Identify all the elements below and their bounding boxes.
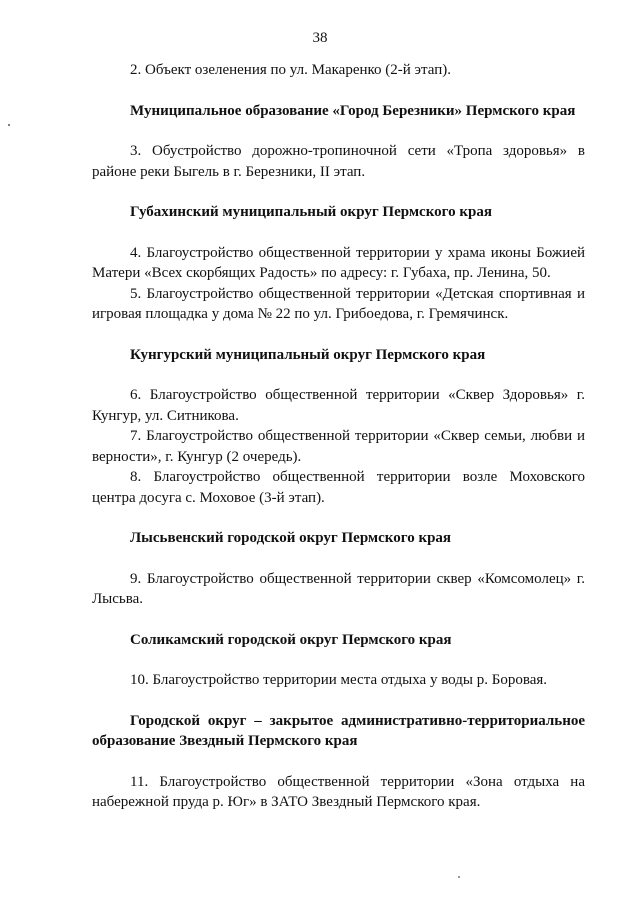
scan-speck — [458, 876, 460, 878]
document-body — [92, 60, 585, 813]
scan-speck — [8, 124, 10, 126]
section-heading: Кунгурский муниципальный округ Пермского края — [130, 346, 486, 363]
list-item: 5. Благоустройство общественной территории «Детская спортивная и игровая площадка у дома № 22 по ул. Грибоедова, г. Гремячинск. — [92, 285, 585, 322]
list-item: 10. Благоустройство территории места отдыха у воды р. Боровая. — [130, 672, 548, 688]
list-item: 11. Благоустройство общественной территории «Зона отдыха на набережной пруда р. Юг» в ЗАТО Звездный Пермского края. — [92, 773, 585, 810]
section-heading: Соликамский городской округ Пермского края — [130, 631, 452, 648]
list-item: 3. Обустройство дорожно-тропиночной сети «Тропа здоровья» в районе реки Быгель в г. Березники, II этап. — [92, 143, 585, 180]
list-item: 7. Благоустройство общественной территории «Сквер семьи, любви и верности», г. Кунгур (2 очередь). — [92, 428, 585, 465]
list-item: 2. Объект озеленения по ул. Макаренко (2-й этап). — [130, 62, 451, 78]
list-item: 6. Благоустройство общественной территории «Сквер Здоровья» г. Кунгур, ул. Ситникова. — [92, 387, 585, 424]
page-number: 38 — [312, 30, 328, 46]
section-heading: Лысьвенский городской округ Пермского края — [130, 530, 452, 546]
section-heading: Муниципальное образование «Город Березники» Пермского края — [130, 102, 576, 119]
section-heading: Городской округ – закрытое административно-территориальное образование Звездный Пермского края — [92, 712, 585, 749]
list-item: 8. Благоустройство общественной территории возле Моховского центра досуга с. Моховое (3-й этап). — [92, 469, 585, 506]
list-item: 4. Благоустройство общественной территории у храма иконы Божией Матери «Всех скорбящих Радость» по адресу: г. Губаха, пр. Ленина, 50. — [92, 244, 585, 281]
list-item: 9. Благоустройство общественной территории сквер «Комсомолец» г. Лысьва. — [92, 570, 585, 607]
section-heading: Губахинский муниципальный округ Пермского края — [130, 204, 492, 220]
